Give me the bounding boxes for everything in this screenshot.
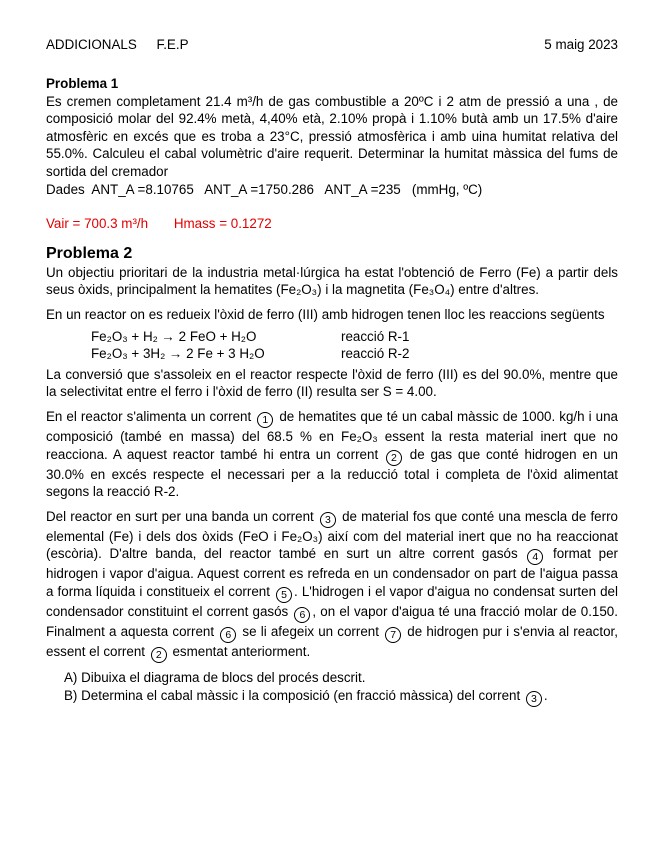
problem1-answers xyxy=(46,215,618,233)
problem2-conversion: La conversió que s'assoleix en el reactor respecte l'òxid de ferro (III) es del 90.0%, mentre que la selectivitat entre el ferro i l'òxid de ferro (II) resulta ser S = 4.00. xyxy=(46,366,618,400)
stream-3-marker: 3 xyxy=(526,691,542,707)
problem2-feed: En el reactor s'alimenta un corrent 1 de hematites que té un cabal màssic de 1000. kg/h i una composició (també en massa) del 68.5 % en Fe₂O₃ essent la resta material inert que no reacciona. A aquest reactor també hi entra un corrent 2 de gas que conté hidrogen en un 30.0% en excés respecte el necessari per a la reducció total i completa de l'òxid alimentat segons la reacció R-2. xyxy=(46,408,618,500)
problem1-text: Es cremen completament 21.4 m³/h de gas combustible a 20ºC i 2 atm de pressió a una , de composició molar del 92.4% metà, 4,40% età, 2.10% propà i 1.10% butà amb un 17.5% d'aire atmosfèric en excés que es troba a 23°C, pressió atmosfèrica i amb uina humitat relativa del 55.0%. Calculeu el cabal volumètric d'aire requerit. Determinar la humitat màssica del fums de sortida del cremador xyxy=(46,93,618,179)
problem2-reactor-intro: En un reactor on es redueix l'òxid de ferro (III) amb hidrogen tenen lloc les reaccions següents xyxy=(46,306,605,322)
problem2-intro: Un objectiu prioritari de la industria metal·lúrgica ha estat l'obtenció de Ferro (Fe) a partir dels seus òxids, principalment la hematites (Fe₂O₃) i la magnetita (Fe₃O₄) entre d'altres. xyxy=(46,264,618,298)
header xyxy=(46,36,618,54)
reaction-equation: Fe₂O₃ + 3H₂ → 2 Fe + 3 H₂O xyxy=(91,346,265,362)
reaction-equation: Fe₂O₃ + H₂ → 2 FeO + H₂O xyxy=(91,328,257,344)
document-page xyxy=(46,36,618,707)
task-b: B) Determina el cabal màssic i la composició (en fracció màssica) del corrent 3 . xyxy=(64,687,548,705)
answer-hmass: Hmass = 0.1272 xyxy=(173,216,272,232)
header-date: 5 maig 2023 xyxy=(544,37,618,52)
reaction-r2 xyxy=(91,345,618,363)
header-author: F.E.P xyxy=(156,37,189,52)
header-title: ADDICIONALS xyxy=(46,37,137,52)
stream-5-marker: 5 xyxy=(276,587,292,603)
task-list xyxy=(64,669,618,707)
stream-7-marker: 7 xyxy=(385,627,401,643)
problem1-title: Problema 1 xyxy=(46,76,119,91)
answer-vair: Vair = 700.3 m³/h xyxy=(46,216,149,232)
stream-1-marker: 1 xyxy=(257,412,273,428)
stream-2-marker: 2 xyxy=(386,450,402,466)
stream-4-marker: 4 xyxy=(527,549,543,565)
stream-3-marker: 3 xyxy=(320,512,336,528)
task-a: A) Dibuixa el diagrama de blocs del procés descrit. xyxy=(64,669,366,685)
stream-6-marker: 6 xyxy=(220,627,236,643)
stream-6-marker: 6 xyxy=(294,607,310,623)
reaction-label: reacció R-1 xyxy=(341,328,410,344)
problem1-data: Dades ANT_A =8.10765 ANT_A =1750.286 ANT_A =235 (mmHg, ºC) xyxy=(46,181,483,197)
stream-2-marker: 2 xyxy=(151,647,167,663)
problem2-outputs: Del reactor en surt per una banda un corrent 3 de material fos que conté una mescla de ferro elemental (Fe) i dels dos òxids (FeO i Fe₂O₃) així com del material inert que no ha reaccionat (escòria). D'altre banda, del reactor també en surt un altre corrent gasós 4 format per hidrogen i vapor d'aigua. Aquest corrent es refreda en un condensador on part de l'aigua passa a forma líquida i constitueix el corrent 5 . L'hidrogen i el vapor d'aigua no condensat surten del condensador constituint el corrent gasós 6 , on el vapor d'aigua té una fracció molar de 0.150. Finalment a aquesta corrent 6 se li afegeix un corrent 7 de hidrogen pur i s'envia al reactor, essent el corrent 2 esmentat anteriorment. xyxy=(46,508,618,661)
reactions xyxy=(46,328,618,363)
reaction-label: reacció R-2 xyxy=(341,346,410,362)
reaction-r1 xyxy=(91,328,618,346)
problem2-title: Problema 2 xyxy=(46,244,133,262)
